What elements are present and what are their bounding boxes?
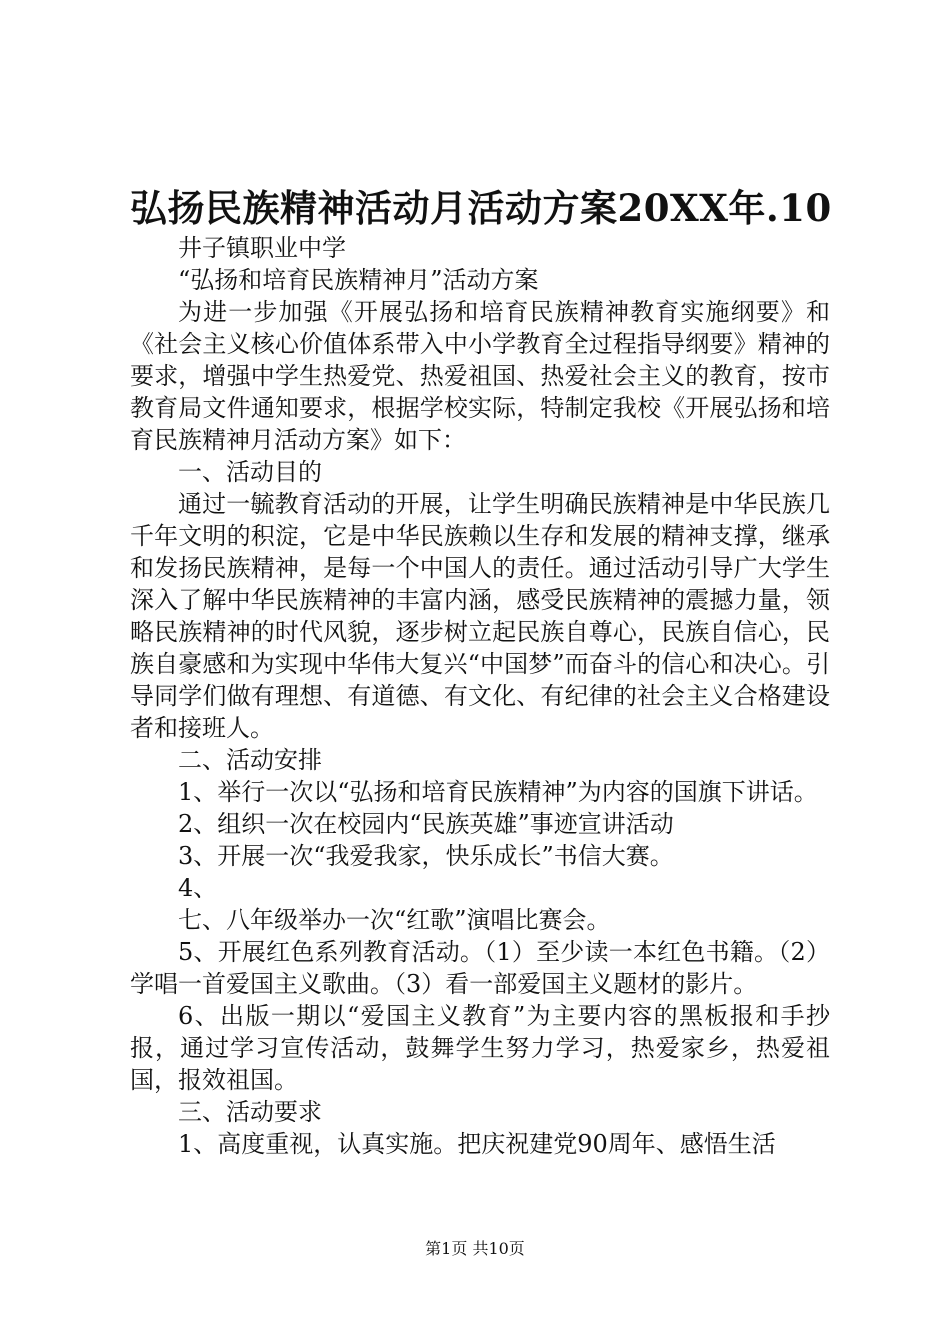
- purpose-paragraph: 通过一毓教育活动的开展，让学生明确民族精神是中华民族几千年文明的积淀，它是中华民族赖以生存和发展的精神支撑，继承和发扬民族精神，是每一个中国人的责任。通过活动引导广大学生深入了解中华民族精神的丰富内涵，感受民族精神的震撼力量，领略民族精神的时代风貌，逐步树立起民族自尊心，民族自信心，民族自豪感和为实现中华伟大复兴“中国梦”而奋斗的信心和决心。引导同学们做有理想、有道德、有文化、有纪律的社会主义合格建设者和接班人。: [130, 490, 830, 742]
- document-body: [130, 232, 830, 1160]
- section-heading-arrangement: 二、活动安排: [178, 746, 322, 774]
- arrangement-item-6: 6、出版一期以“爱国主义教育”为主要内容的黑板报和手抄报，通过学习宣传活动，鼓舞学生努力学习，热爱家乡，热爱祖国，报效祖国。: [130, 1002, 830, 1094]
- arrangement-item-4: 4、: [178, 874, 218, 902]
- arrangement-item-4-detail: 七、八年级举办一次“红歌”演唱比赛会。: [178, 906, 611, 934]
- arrangement-item-3: 3、开展一次“我爱我家，快乐成长”书信大赛。: [178, 842, 674, 870]
- plan-subtitle: “弘扬和培育民族精神月”活动方案: [178, 266, 539, 294]
- arrangement-item-5: 5、开展红色系列教育活动。（1）至少读一本红色书籍。（2）学唱一首爱国主义歌曲。（3）看一部爱国主义题材的影片。: [130, 938, 830, 998]
- page-number: 第1页 共10页: [425, 1239, 525, 1258]
- section-heading-requirements: 三、活动要求: [178, 1098, 322, 1126]
- school-name: 井子镇职业中学: [178, 234, 346, 262]
- section-heading-purpose: 一、活动目的: [178, 458, 322, 486]
- arrangement-item-1: 1、举行一次以“弘扬和培育民族精神”为内容的国旗下讲话。: [178, 778, 818, 806]
- document-title: 弘扬民族精神活动月活动方案20XX年.10: [130, 186, 832, 230]
- intro-paragraph: 为进一步加强《开展弘扬和培育民族精神教育实施纲要》和《社会主义核心价值体系带入中小学教育全过程指导纲要》精神的要求，增强中学生热爱党、热爱祖国、热爱社会主义的教育，按市教育局文件通知要求，根据学校实际，特制定我校《开展弘扬和培育民族精神月活动方案》如下：: [130, 298, 830, 454]
- arrangement-item-2: 2、组织一次在校园内“民族英雄”事迹宣讲活动: [178, 810, 674, 838]
- requirement-item-1: 1、高度重视，认真实施。把庆祝建党90周年、感悟生活: [178, 1130, 776, 1158]
